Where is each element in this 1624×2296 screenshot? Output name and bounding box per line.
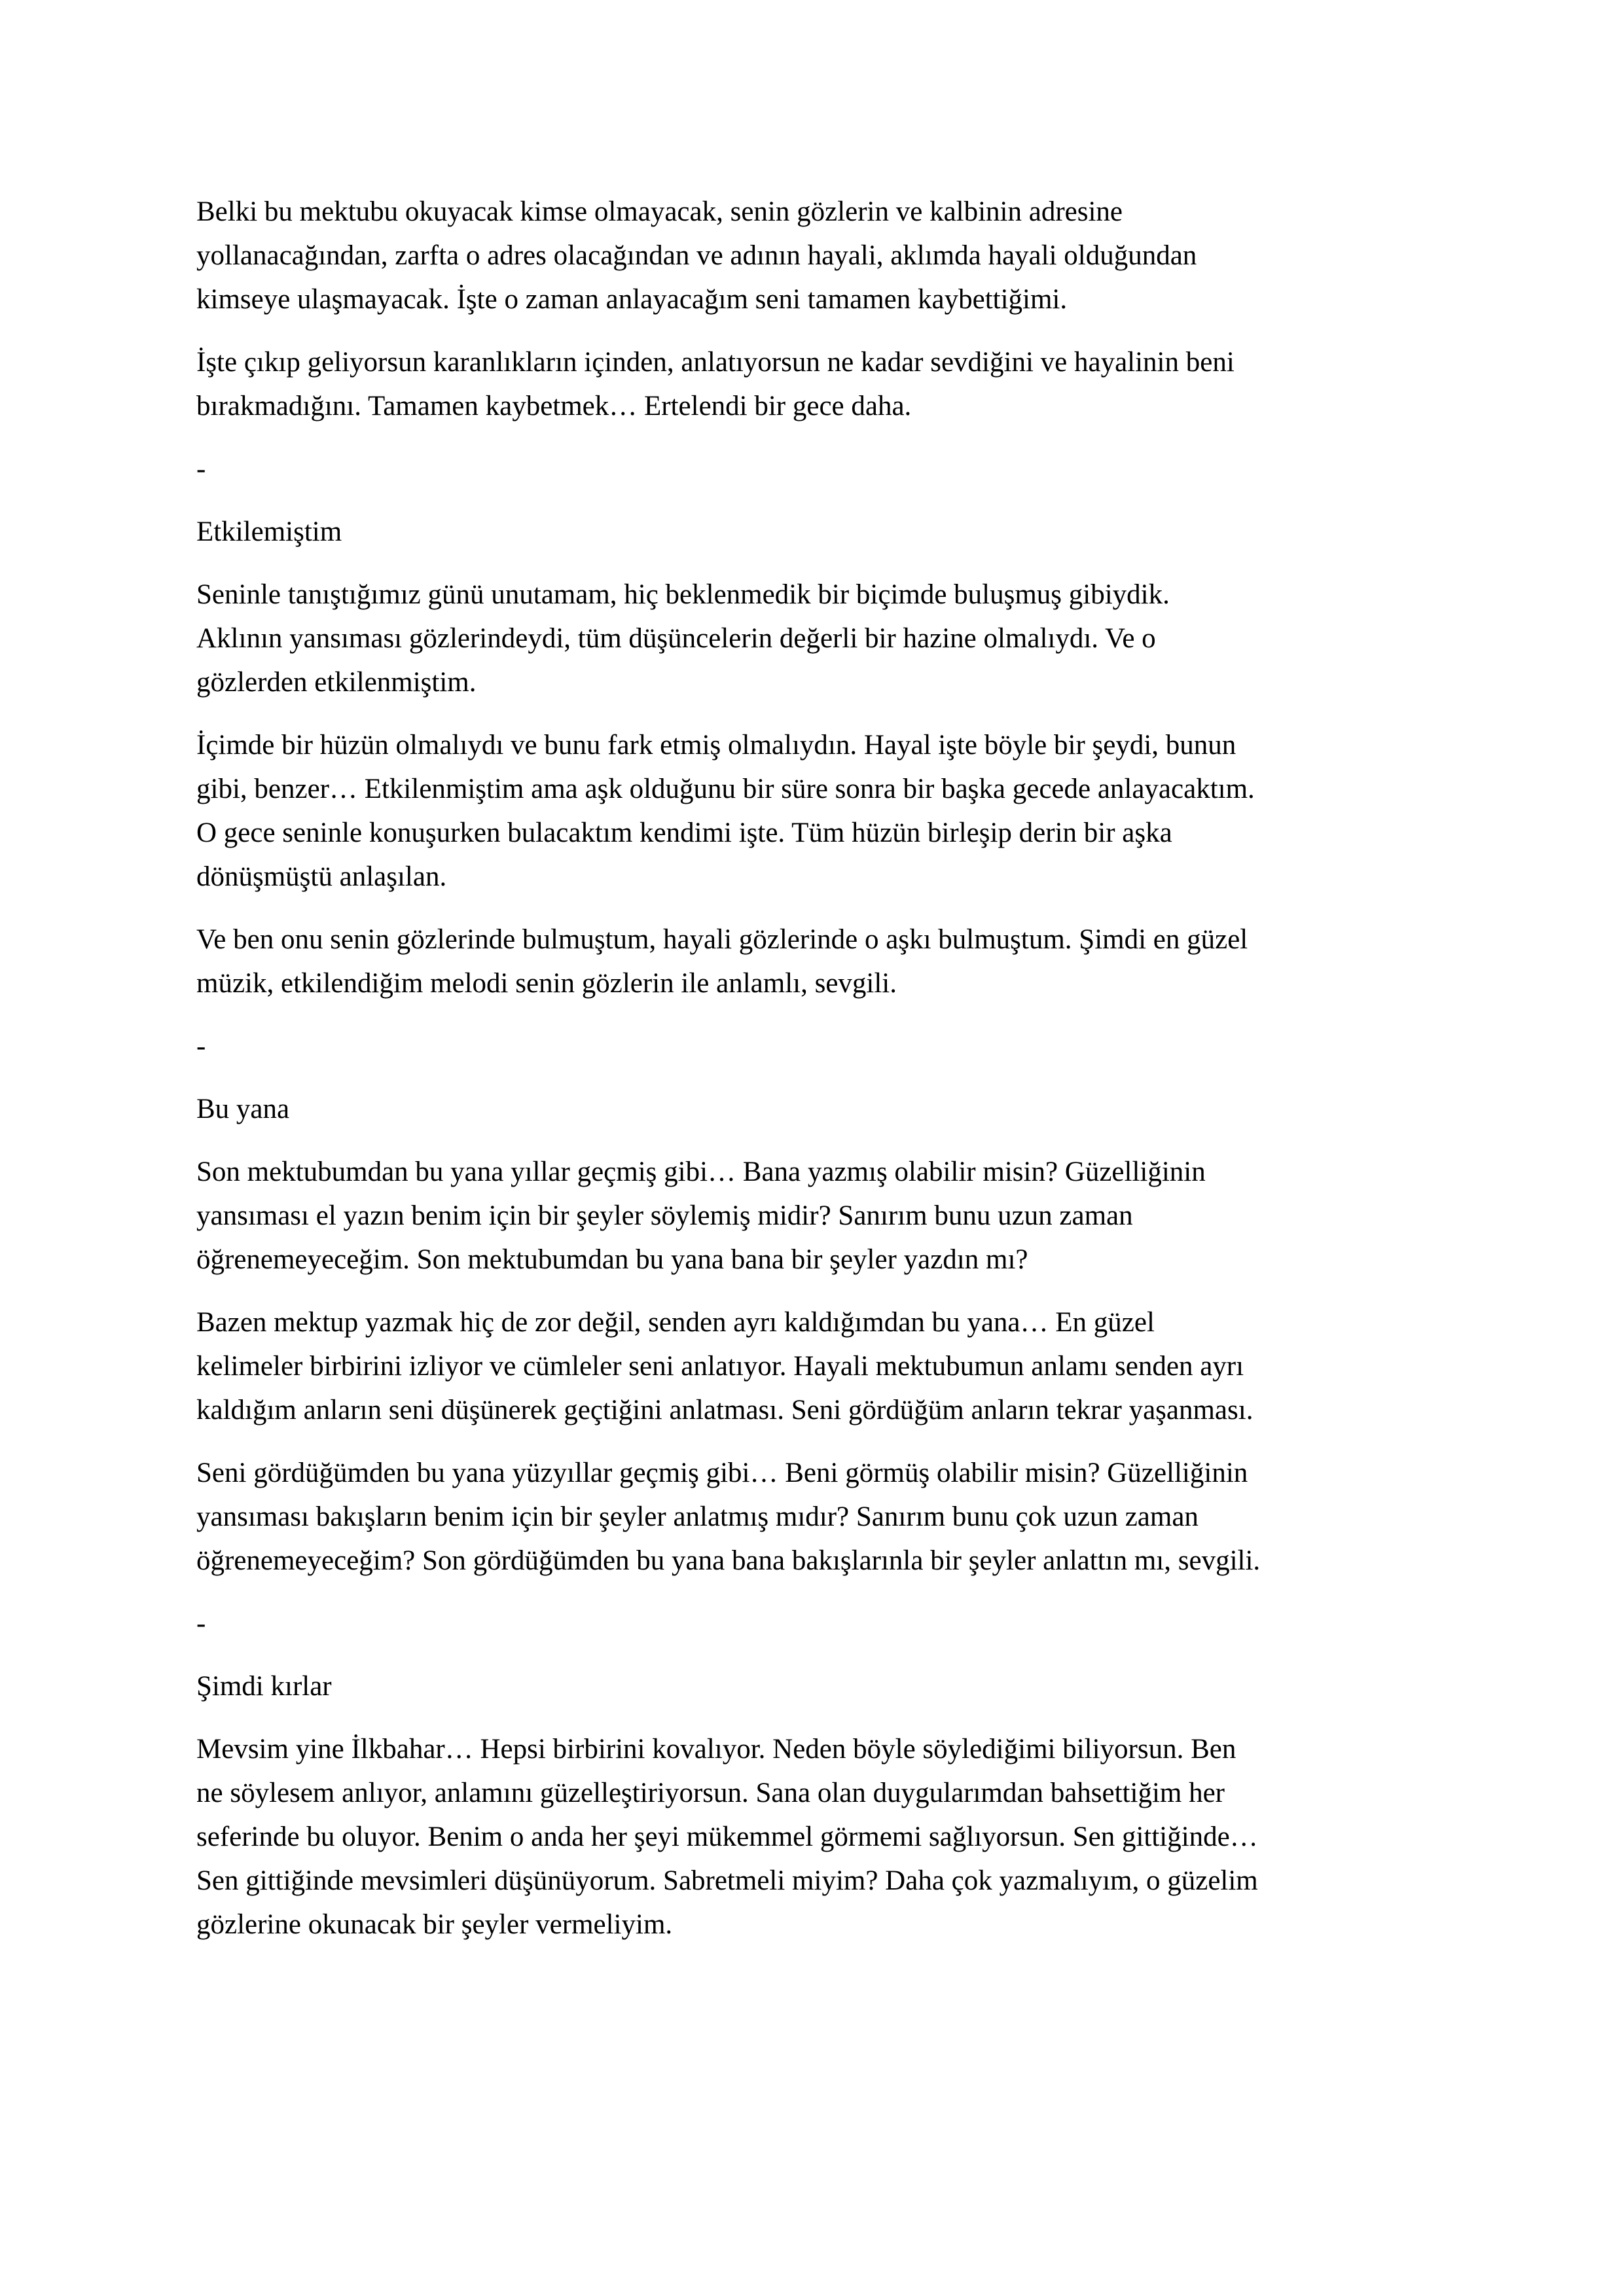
paragraph: [196, 1150, 1440, 1282]
text-line: öğrenemeyeceğim. Son mektubumdan bu yana bana bir şeyler yazdın mı?: [196, 1244, 1028, 1275]
text-line: gibi, benzer… Etkilenmiştim ama aşk olduğunu bir süre sonra bir başka gecede anlayacaktım.: [196, 774, 1255, 804]
text-line: İşte çıkıp geliyorsun karanlıkların içinden, anlatıyorsun ne kadar sevdiğini ve hayalinin beni: [196, 347, 1235, 378]
text-line: öğrenemeyeceğim? Son gördüğümden bu yana bana bakışlarınla bir şeyler anlattın mı, sevgili.: [196, 1545, 1261, 1576]
section-heading: Şimdi kırlar: [196, 1671, 332, 1702]
section-separator: -: [196, 454, 206, 484]
paragraph: [196, 1451, 1440, 1583]
paragraph: [196, 1727, 1440, 1946]
text-line: Aklının yansıması gözlerindeydi, tüm düşüncelerin değerli bir hazine olmalıydı. Ve o: [196, 623, 1156, 654]
text-line: Mevsim yine İlkbahar… Hepsi birbirini kovalıyor. Neden böyle söylediğimi biliyorsun. Ben: [196, 1734, 1236, 1765]
text-line: Sen gittiğinde mevsimleri düşünüyorum. Sabretmeli miyim? Daha çok yazmalıyım, o güzelim: [196, 1865, 1258, 1896]
text-line: ne söylesem anlıyor, anlamını güzelleştiriyorsun. Sana olan duygularımdan bahsettiğim her: [196, 1778, 1225, 1808]
section-heading: Etkilemiştim: [196, 516, 342, 547]
text-line: kelimeler birbirini izliyor ve cümleler seni anlatıyor. Hayali mektubumun anlamı senden ayrı: [196, 1351, 1244, 1382]
paragraph: [196, 1300, 1440, 1432]
text-line: İçimde bir hüzün olmalıydı ve bunu fark etmiş olmalıydın. Hayal işte böyle bir şeydi, bunun: [196, 730, 1236, 761]
paragraph: [196, 190, 1440, 321]
text-line: kimseye ulaşmayacak. İşte o zaman anlayacağım seni tamamen kaybettiğimi.: [196, 284, 1068, 315]
text-line: kaldığım anların seni düşünerek geçtiğini anlatması. Seni gördüğüm anların tekrar yaşanması.: [196, 1395, 1254, 1426]
text-line: müzik, etkilendiğim melodi senin gözlerin ile anlamlı, sevgili.: [196, 968, 897, 999]
text-line: Bazen mektup yazmak hiç de zor değil, senden ayrı kaldığımdan bu yana… En güzel: [196, 1307, 1155, 1338]
text-line: yansıması bakışların benim için bir şeyler anlatmış mıdır? Sanırım bunu çok uzun zaman: [196, 1501, 1199, 1532]
paragraph: [196, 573, 1440, 704]
text-line: yansıması el yazın benim için bir şeyler söylemiş midir? Sanırım bunu uzun zaman: [196, 1200, 1133, 1231]
text-line: Belki bu mektubu okuyacak kimse olmayacak, senin gözlerin ve kalbinin adresine: [196, 196, 1123, 227]
document-page: [196, 190, 1440, 1965]
section-separator: -: [196, 1031, 206, 1062]
text-line: dönüşmüştü anlaşılan.: [196, 861, 447, 892]
text-line: yollanacağından, zarfta o adres olacağından ve adının hayali, aklımda hayali olduğundan: [196, 240, 1197, 271]
section-heading: Bu yana: [196, 1094, 290, 1124]
text-line: Seni gördüğümden bu yana yüzyıllar geçmiş gibi… Beni görmüş olabilir misin? Güzelliğinin: [196, 1458, 1248, 1488]
text-line: gözlerine okunacak bir şeyler vermeliyim.: [196, 1909, 673, 1940]
text-line: Seninle tanıştığımız günü unutamam, hiç beklenmedik bir biçimde buluşmuş gibiydik.: [196, 579, 1170, 610]
text-line: Ve ben onu senin gözlerinde bulmuştum, hayali gözlerinde o aşkı bulmuştum. Şimdi en güzel: [196, 924, 1248, 955]
paragraph: [196, 918, 1440, 1005]
paragraph: [196, 723, 1440, 899]
text-line: seferinde bu oluyor. Benim o anda her şeyi mükemmel görmemi sağlıyorsun. Sen gittiğinde…: [196, 1821, 1258, 1852]
section-separator: -: [196, 1608, 206, 1639]
text-line: Son mektubumdan bu yana yıllar geçmiş gibi… Bana yazmış olabilir misin? Güzelliğinin: [196, 1157, 1206, 1187]
text-line: O gece seninle konuşurken bulacaktım kendimi işte. Tüm hüzün birleşip derin bir aşka: [196, 817, 1172, 848]
paragraph: [196, 340, 1440, 428]
text-line: bırakmadığını. Tamamen kaybetmek… Ertelendi bir gece daha.: [196, 391, 912, 422]
text-line: gözlerden etkilenmiştim.: [196, 667, 477, 698]
